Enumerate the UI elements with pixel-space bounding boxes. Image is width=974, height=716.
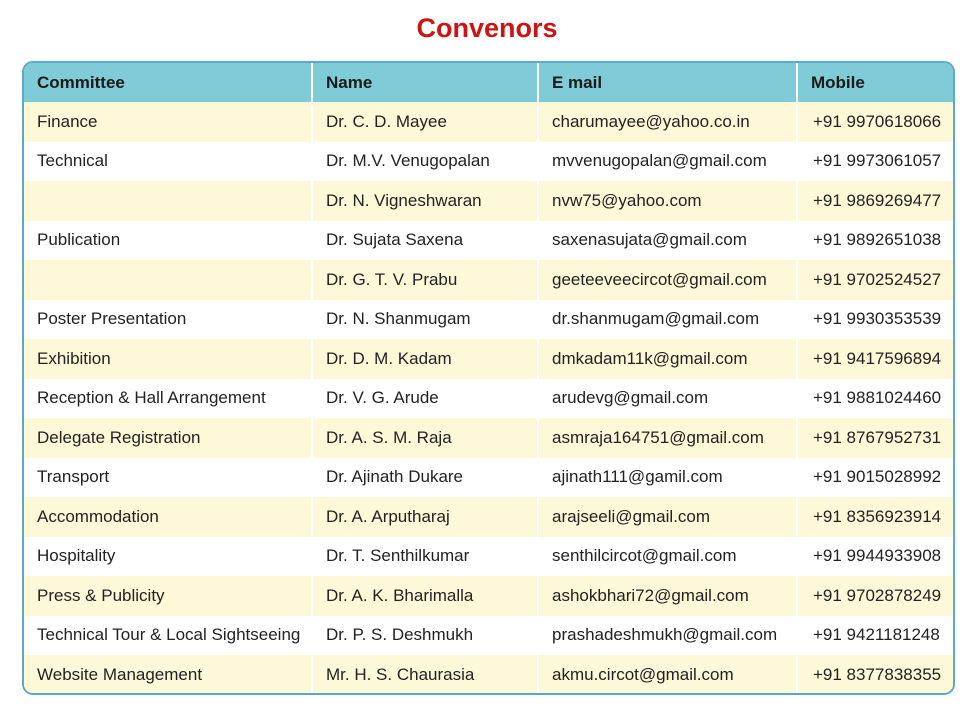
email-cell: mvvenugopalan@gmail.com (538, 142, 797, 182)
table-header-row (24, 63, 953, 102)
committee-cell: Publication (24, 221, 312, 261)
committee-cell (24, 260, 312, 300)
mobile-cell: +91 9421181248 (797, 616, 953, 656)
table-row (24, 260, 953, 300)
name-cell: Dr. A. Arputharaj (312, 497, 538, 537)
table-row (24, 102, 953, 142)
table-row (24, 458, 953, 498)
header-email: E mail (538, 63, 797, 102)
committee-cell: Delegate Registration (24, 418, 312, 458)
email-cell: arudevg@gmail.com (538, 379, 797, 419)
email-cell: ajinath111@gamil.com (538, 458, 797, 498)
email-cell: dmkadam11k@gmail.com (538, 339, 797, 379)
committee-cell: Website Management (24, 655, 312, 695)
name-cell: Dr. V. G. Arude (312, 379, 538, 419)
email-cell: arajseeli@gmail.com (538, 497, 797, 537)
table-row (24, 221, 953, 261)
name-cell: Dr. N. Vigneshwaran (312, 181, 538, 221)
mobile-cell: +91 9015028992 (797, 458, 953, 498)
table-row (24, 616, 953, 656)
mobile-cell: +91 9973061057 (797, 142, 953, 182)
committee-cell (24, 181, 312, 221)
committee-cell: Accommodation (24, 497, 312, 537)
email-cell: asmraja164751@gmail.com (538, 418, 797, 458)
mobile-cell: +91 8767952731 (797, 418, 953, 458)
name-cell: Dr. D. M. Kadam (312, 339, 538, 379)
committee-cell: Technical (24, 142, 312, 182)
name-cell: Dr. G. T. V. Prabu (312, 260, 538, 300)
page-title: Convenors (416, 13, 558, 43)
table-row (24, 497, 953, 537)
email-cell: dr.shanmugam@gmail.com (538, 300, 797, 340)
email-cell: senthilcircot@gmail.com (538, 537, 797, 577)
mobile-cell: +91 8377838355 (797, 655, 953, 695)
mobile-cell: +91 9881024460 (797, 379, 953, 419)
table-row (24, 537, 953, 577)
name-cell: Dr. A. S. M. Raja (312, 418, 538, 458)
name-cell: Dr. Sujata Saxena (312, 221, 538, 261)
header-name: Name (312, 63, 538, 102)
table-row (24, 379, 953, 419)
email-cell: charumayee@yahoo.co.in (538, 102, 797, 142)
email-cell: akmu.circot@gmail.com (538, 655, 797, 695)
mobile-cell: +91 9970618066 (797, 102, 953, 142)
email-cell: geeteeveecircot@gmail.com (538, 260, 797, 300)
header-committee: Committee (24, 63, 312, 102)
email-cell: prashadeshmukh@gmail.com (538, 616, 797, 656)
committee-cell: Transport (24, 458, 312, 498)
mobile-cell: +91 9892651038 (797, 221, 953, 261)
email-cell: ashokbhari72@gmail.com (538, 576, 797, 616)
committee-cell: Hospitality (24, 537, 312, 577)
table-row (24, 418, 953, 458)
name-cell: Mr. H. S. Chaurasia (312, 655, 538, 695)
committee-cell: Reception & Hall Arrangement (24, 379, 312, 419)
name-cell: Dr. P. S. Deshmukh (312, 616, 538, 656)
email-cell: saxenasujata@gmail.com (538, 221, 797, 261)
name-cell: Dr. A. K. Bharimalla (312, 576, 538, 616)
name-cell: Dr. M.V. Venugopalan (312, 142, 538, 182)
table-row (24, 142, 953, 182)
table-row (24, 576, 953, 616)
mobile-cell: +91 9944933908 (797, 537, 953, 577)
committee-cell: Exhibition (24, 339, 312, 379)
table-row (24, 300, 953, 340)
table-row (24, 655, 953, 695)
name-cell: Dr. Ajinath Dukare (312, 458, 538, 498)
name-cell: Dr. N. Shanmugam (312, 300, 538, 340)
convenors-table-grid (24, 63, 953, 695)
mobile-cell: +91 9702878249 (797, 576, 953, 616)
committee-cell: Finance (24, 102, 312, 142)
name-cell: Dr. C. D. Mayee (312, 102, 538, 142)
convenors-table (22, 61, 955, 695)
committee-cell: Press & Publicity (24, 576, 312, 616)
mobile-cell: +91 9417596894 (797, 339, 953, 379)
name-cell: Dr. T. Senthilkumar (312, 537, 538, 577)
mobile-cell: +91 9869269477 (797, 181, 953, 221)
committee-cell: Technical Tour & Local Sightseeing (24, 616, 312, 656)
table-body (24, 102, 953, 695)
mobile-cell: +91 9702524527 (797, 260, 953, 300)
header-mobile: Mobile (797, 63, 953, 102)
table-row (24, 181, 953, 221)
mobile-cell: +91 8356923914 (797, 497, 953, 537)
email-cell: nvw75@yahoo.com (538, 181, 797, 221)
mobile-cell: +91 9930353539 (797, 300, 953, 340)
table-row (24, 339, 953, 379)
committee-cell: Poster Presentation (24, 300, 312, 340)
